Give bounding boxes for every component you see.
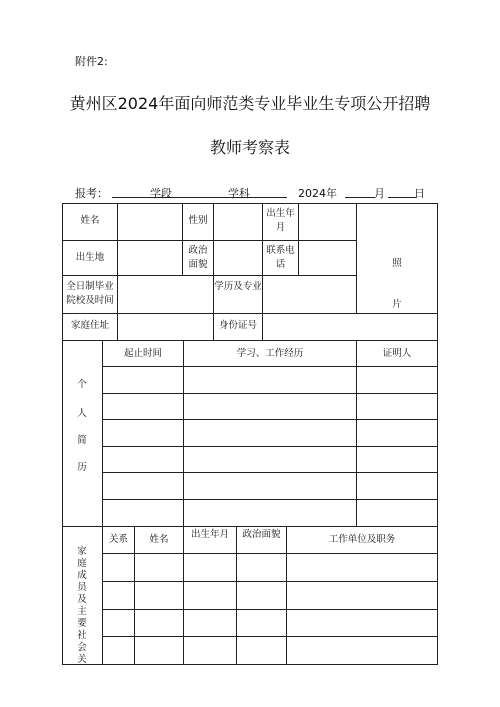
family-section-char: 员 <box>77 582 87 593</box>
year-label: 2024年 <box>298 187 337 200</box>
family-col-relation: 关系 <box>108 534 128 545</box>
month-underline <box>345 197 375 198</box>
day-underline <box>388 197 416 198</box>
id-label: 身份证号 <box>218 320 257 331</box>
page-title-line1: 黄州区2024年面向师范类专业毕业生专项公开招聘 <box>69 94 431 113</box>
resume-section-char-1: 个 <box>77 379 87 390</box>
apply-underline <box>112 197 287 198</box>
photo-label-top: 照 <box>392 258 402 269</box>
family-section-char: 社 <box>77 630 87 641</box>
attachment-label: 附件2: <box>75 55 108 68</box>
address-label: 家庭住址 <box>70 320 109 331</box>
name-label: 姓名 <box>80 215 100 226</box>
education-label: 学历及专业 <box>214 281 262 292</box>
resume-col-experience: 学习、工作经历 <box>236 348 304 359</box>
contact-label: 联系电话 <box>266 245 295 270</box>
family-col-name: 姓名 <box>149 534 169 545</box>
family-col-work: 工作单位及职务 <box>328 534 396 545</box>
resume-section-char-3: 简 <box>77 435 87 446</box>
photo-label-bottom: 片 <box>392 299 402 310</box>
gender-label: 性别 <box>188 215 208 226</box>
family-col-birth: 出生年月 <box>190 529 229 540</box>
birth-label: 出生年月 <box>266 208 295 233</box>
resume-col-period: 起止时间 <box>123 348 162 359</box>
day-label: 日 <box>414 187 425 200</box>
resume-section-char-4: 历 <box>77 462 87 473</box>
page-title-line2: 教师考察表 <box>209 138 290 157</box>
apply-label: 报考： <box>75 187 108 200</box>
subject-label: 学科 <box>228 187 250 200</box>
school-label: 全日制毕业院校及时间 <box>66 281 114 306</box>
family-section-char: 家 <box>77 546 87 557</box>
political-label: 政治面貌 <box>188 245 208 270</box>
stage-label: 学段 <box>150 187 172 200</box>
family-section-char: 主 <box>77 606 87 617</box>
family-section-char: 及 <box>77 594 87 605</box>
resume-section-char-2: 人 <box>77 408 87 419</box>
family-section-char: 成 <box>77 570 87 581</box>
month-label: 月 <box>374 187 385 200</box>
family-col-political: 政治面貌 <box>242 529 281 540</box>
family-section-char: 关 <box>77 654 87 665</box>
family-section-char: 庭 <box>77 558 87 569</box>
birthplace-label: 出生地 <box>75 252 105 263</box>
family-section-char: 要 <box>77 618 87 629</box>
resume-col-witness: 证明人 <box>382 348 412 359</box>
family-section-char: 会 <box>77 642 87 653</box>
